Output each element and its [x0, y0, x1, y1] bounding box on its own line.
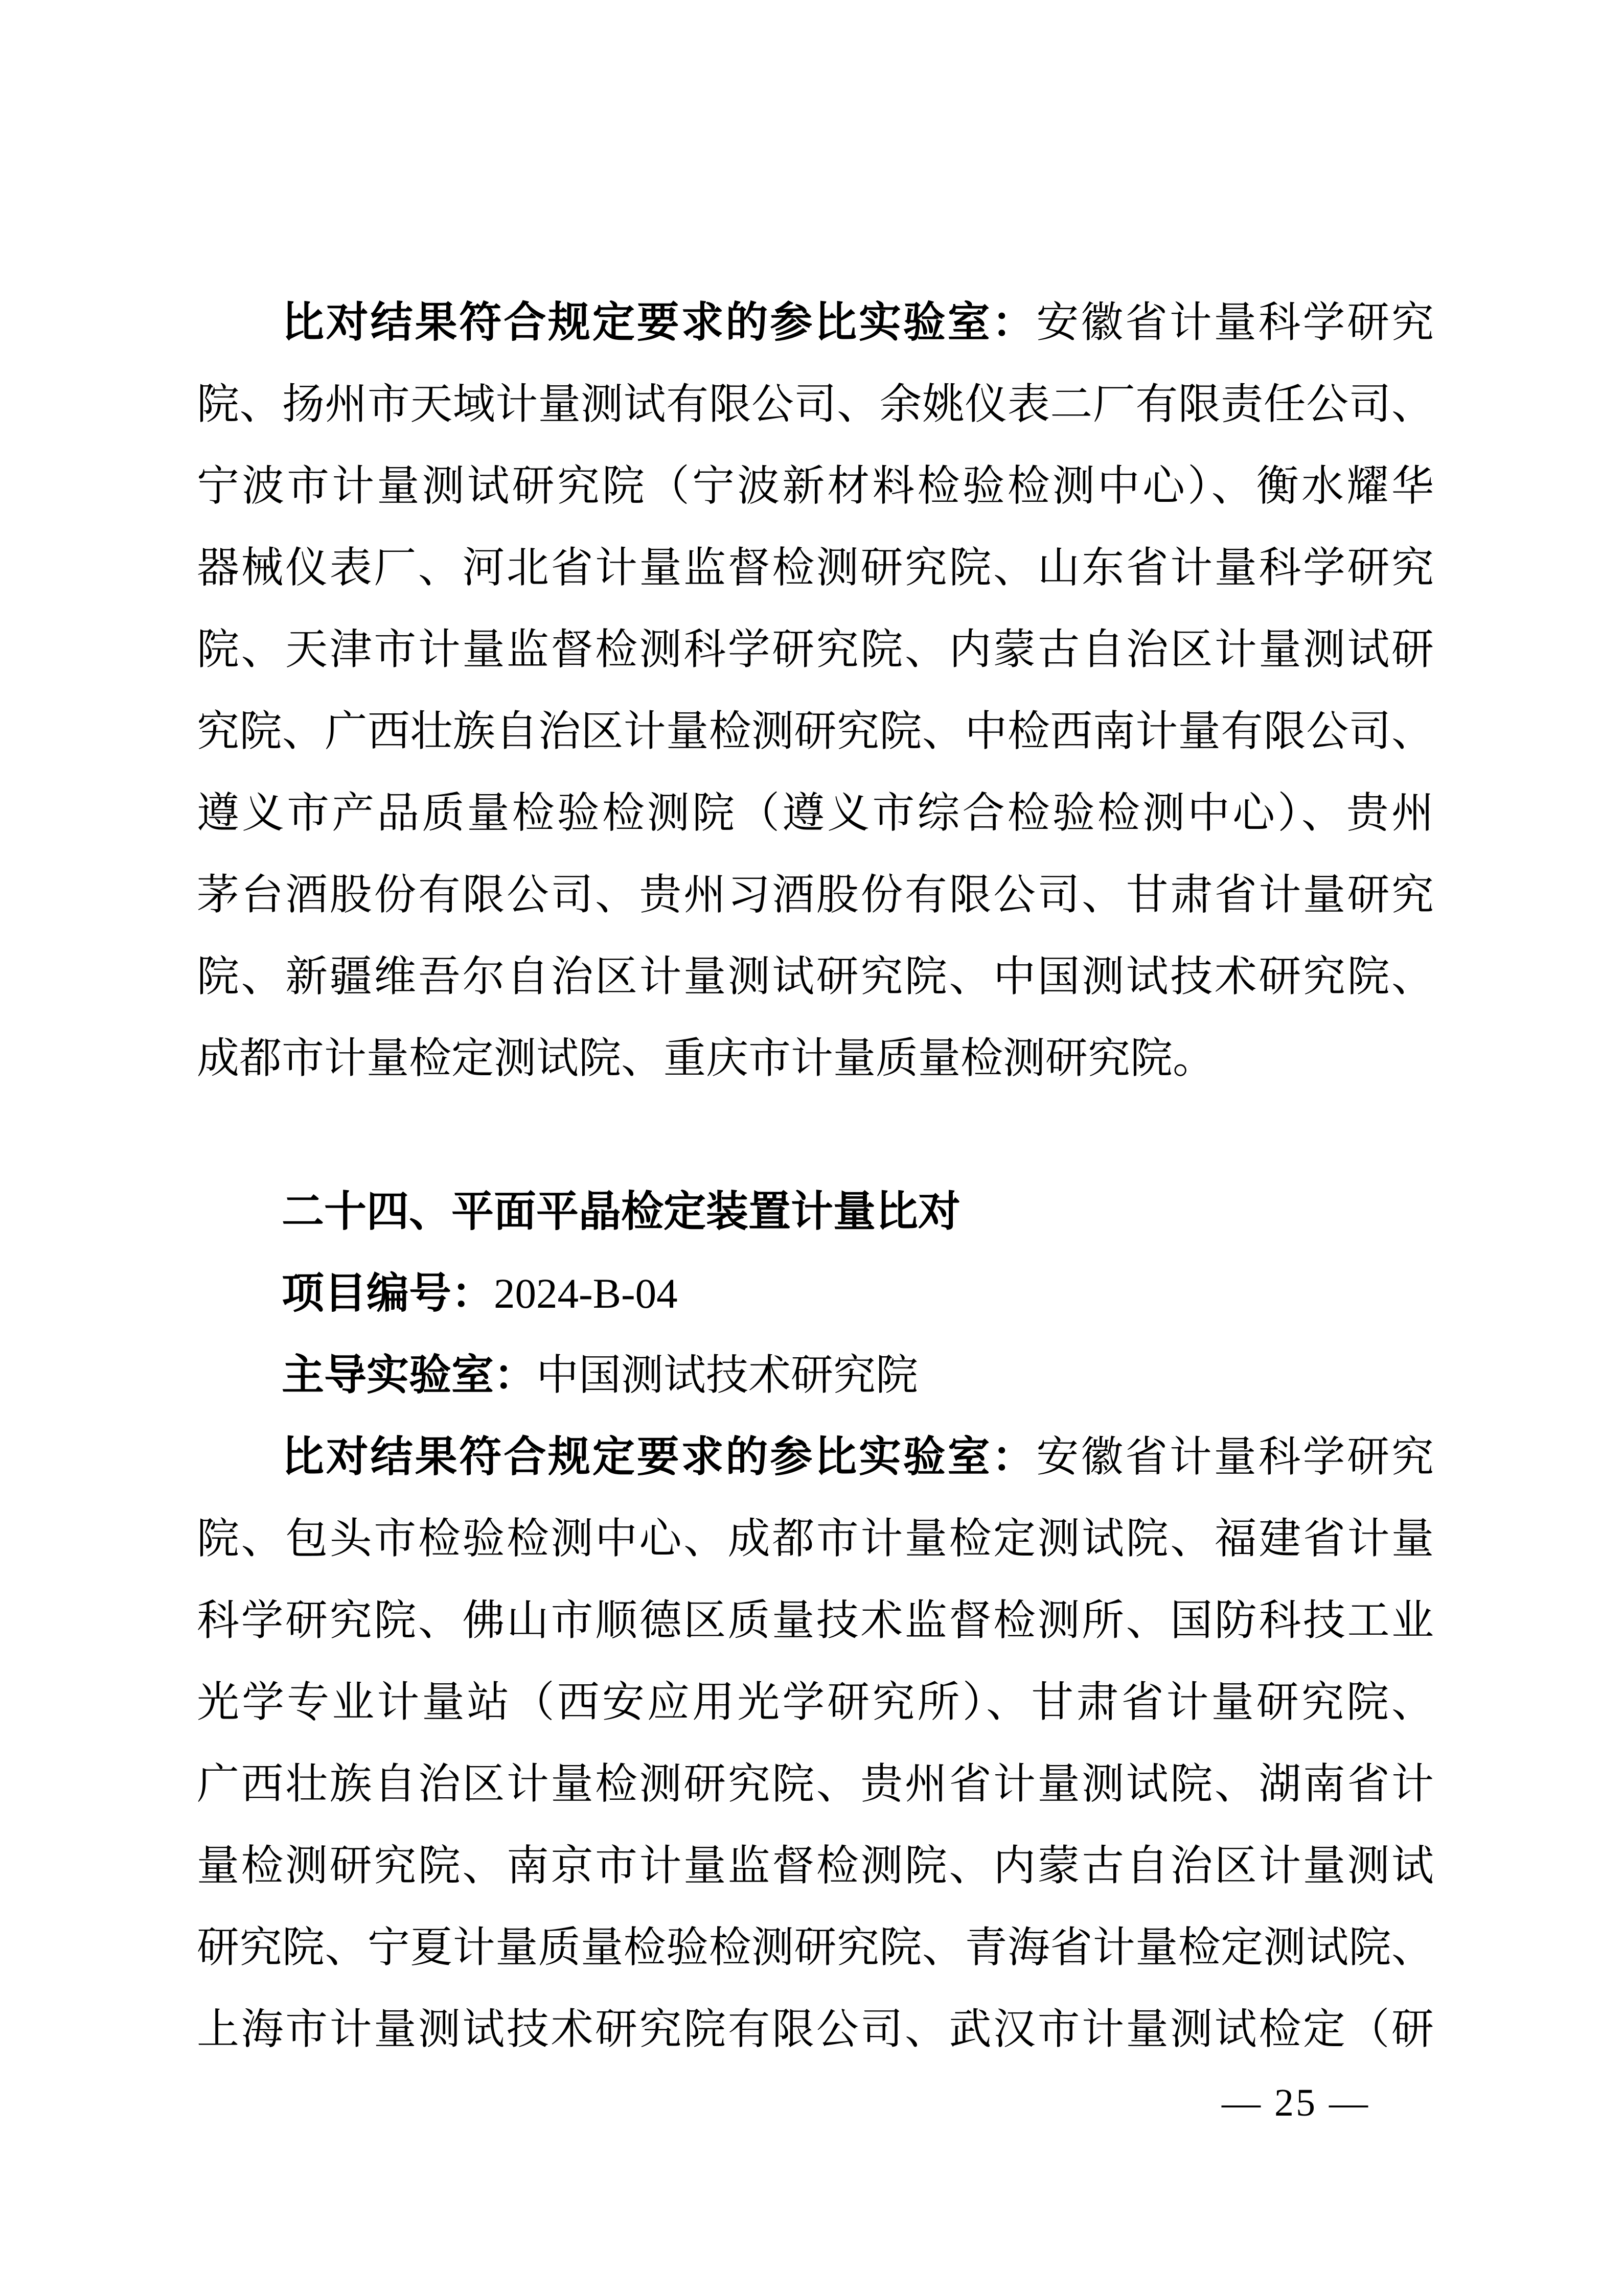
section-24-heading: 二十四、平面平晶检定装置计量比对: [282, 1188, 960, 1235]
para1-line: 茅台酒股份有限公司、贵州习酒股份有限公司、甘肃省计量研究: [197, 871, 1434, 918]
para2-line: [197, 1416, 1434, 1498]
para2-line: 上海市计量测试技术研究院有限公司、武汉市计量测试检定（研: [197, 2006, 1434, 2053]
page-content: [197, 282, 1434, 2070]
para2-line: 院、包头市检验检测中心、成都市计量检定测试院、福建省计量: [197, 1515, 1434, 1562]
para1-line: 遵义市产品质量检验检测院（遵义市综合检验检测中心）、贵州: [197, 790, 1434, 837]
para2-line: 科学研究院、佛山市顺德区质量技术监督检测所、国防科技工业: [197, 1597, 1434, 1644]
para1-line-text: 安徽省计量科学研究: [1036, 299, 1434, 346]
para1-line: [197, 282, 1434, 363]
para2-line: 研究院、宁夏计量质量检验检测研究院、青海省计量检定测试院、: [197, 1924, 1434, 1971]
para2-line: 光学专业计量站（西安应用光学研究所）、甘肃省计量研究院、: [197, 1679, 1434, 1726]
para1-line: 院、新疆维吾尔自治区计量测试研究院、中国测试技术研究院、: [197, 953, 1434, 1000]
para1-line: 院、天津市计量监督检测科学研究院、内蒙古自治区计量测试研: [197, 626, 1434, 673]
para2-line: 广西壮族自治区计量检测研究院、贵州省计量测试院、湖南省计: [197, 1760, 1434, 1807]
para2-line-text: 安徽省计量科学研究: [1036, 1433, 1434, 1480]
para2-line: 量检测研究院、南京市计量监督检测院、内蒙古自治区计量测试: [197, 1842, 1434, 1889]
para1-last-line: 成都市计量检定测试院、重庆市计量质量检测研究院。: [197, 1035, 1215, 1082]
para2-lead-label: 比对结果符合规定要求的参比实验室：: [282, 1433, 1037, 1480]
lead-lab-value: 中国测试技术研究院: [536, 1352, 918, 1399]
project-number-label: 项目编号：: [282, 1269, 494, 1317]
para1-line: 院、扬州市天域计量测试有限公司、余姚仪表二厂有限责任公司、: [197, 381, 1434, 428]
section-heading-line: [197, 1171, 1434, 1253]
para1-line: 器械仪表厂、河北省计量监督检测研究院、山东省计量科学研究: [197, 544, 1434, 591]
lead-lab-line: [197, 1334, 1434, 1416]
lead-lab-label: 主导实验室：: [282, 1351, 536, 1399]
para1-line: 究院、广西壮族自治区计量检测研究院、中检西南计量有限公司、: [197, 708, 1434, 755]
blank-line: [197, 1099, 1434, 1171]
para1-lead-label: 比对结果符合规定要求的参比实验室：: [282, 298, 1037, 346]
project-number-value: 2024-B-04: [494, 1270, 678, 1317]
page-number: — 25 —: [1222, 2081, 1370, 2124]
project-number-line: [197, 1253, 1434, 1334]
para1-line: 宁波市计量测试研究院（宁波新材料检验检测中心）、衡水耀华: [197, 462, 1434, 509]
